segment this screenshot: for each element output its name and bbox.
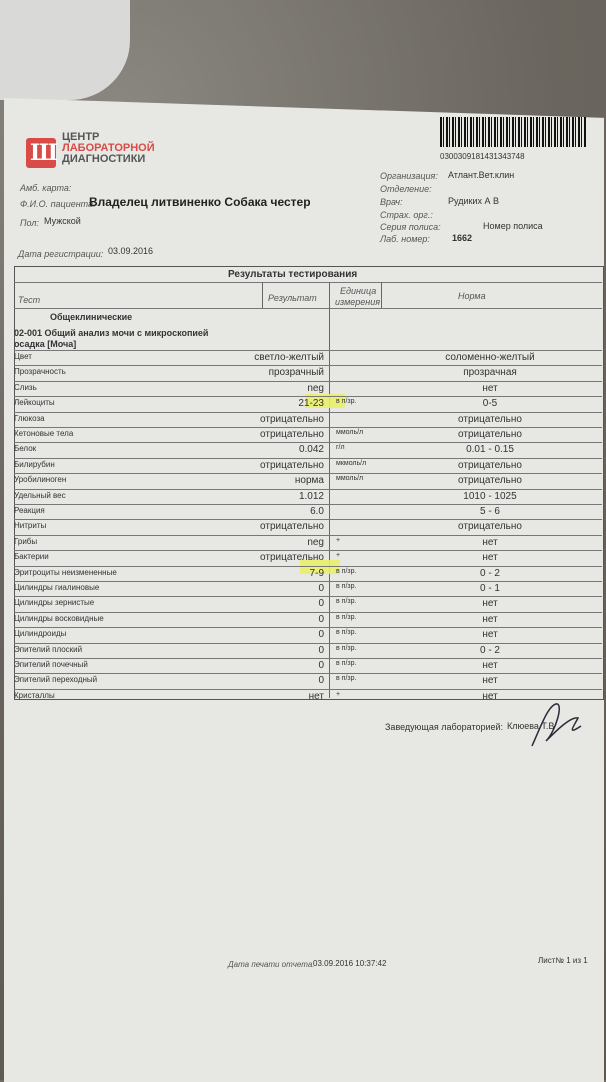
head-name: Клюева Т.В	[507, 721, 555, 731]
row-unit: +	[336, 536, 341, 544]
row-norm: 0 - 2	[479, 567, 500, 579]
row-norm: нет	[482, 613, 498, 625]
row-test-name: Эпителий переходный	[14, 675, 98, 685]
row-test-name: Цилиндры восковидные	[14, 613, 104, 623]
name-label: Ф.И.О. пациента:	[20, 199, 96, 209]
signature-icon	[526, 696, 586, 756]
row-norm: нет	[482, 552, 498, 564]
lab-logo-icon: Ш	[26, 138, 56, 168]
row-unit: ммоль/л	[336, 429, 364, 436]
row-unit: в п/зр.	[336, 583, 357, 590]
logo-line-2: ЛАБОРАТОРНОЙ	[62, 142, 155, 154]
row-result-value: 0	[318, 660, 324, 671]
policy-label: Номер полиса	[483, 221, 543, 231]
row-unit: ммоль/л	[336, 475, 364, 483]
row-unit: +	[336, 690, 341, 698]
logo-line-1: ЦЕНТР	[62, 131, 100, 143]
row-result-value: 0	[318, 613, 324, 625]
row-unit: мкмоль/л	[336, 459, 367, 467]
row-test-name: Слизь	[14, 382, 37, 392]
row-unit: +	[336, 552, 341, 560]
group-title-2: осадка [Моча]	[14, 339, 77, 349]
row-result-value: 0	[318, 598, 324, 610]
series-label: Серия полиса:	[380, 222, 441, 232]
org-value: Атлант.Вет.клин	[448, 170, 515, 180]
print-date-label: Дата печати отчета:	[228, 960, 315, 969]
col-divider-3	[381, 282, 382, 308]
row-test-name: Глюкоза	[14, 413, 45, 423]
sex-value: Мужской	[44, 216, 81, 226]
row-unit: в п/зр.	[336, 398, 357, 406]
lab-number-value: 1662	[452, 233, 473, 243]
row-norm: нет	[482, 536, 498, 548]
reg-label: Дата регистрации:	[18, 249, 104, 259]
row-unit: в п/зр.	[336, 613, 357, 621]
row-test-name: Нитриты	[14, 521, 47, 531]
reg-value: 03.09.2016	[108, 246, 154, 256]
row-result-value: отрицательно	[260, 459, 324, 471]
col-norm-header: Норма	[458, 291, 486, 301]
row-unit: в п/зр.	[336, 660, 357, 667]
row-norm: 0 - 1	[479, 583, 500, 594]
insurance-label: Страх. орг.:	[380, 210, 433, 220]
row-result-value: норма	[294, 475, 324, 487]
doctor-value: Рудиких А В	[448, 196, 499, 206]
row-norm: нет	[482, 382, 498, 394]
row-test-name: Цилиндроиды	[14, 629, 67, 639]
row-result-value: прозрачный	[268, 367, 324, 379]
table-title: Результаты тестирования	[228, 269, 358, 280]
row-result-value: 0	[318, 644, 324, 656]
section-title: Общеклинические	[50, 312, 133, 322]
row-result-value: светло-желтый	[254, 352, 324, 363]
row-test-name: Билирубин	[14, 459, 55, 469]
col-test-header: Тест	[18, 295, 41, 305]
row-norm: нет	[482, 690, 498, 702]
row-test-name: Эпителий почечный	[14, 660, 88, 669]
row-unit: в п/зр.	[336, 567, 357, 575]
print-date-value: 03.09.2016 10:37:42	[313, 959, 387, 968]
barcode-number: 0300309181431343748	[440, 152, 525, 161]
row-norm: 5 - 6	[479, 506, 500, 517]
row-result-value: отрицательно	[260, 413, 324, 425]
row-result-value: отрицательно	[260, 552, 324, 564]
row-unit: в п/зр.	[336, 598, 357, 606]
row-norm: отрицательно	[458, 429, 522, 440]
row-norm: 0.01 - 0.15	[466, 444, 514, 456]
patient-name: Владелец литвиненко Собака честер	[89, 195, 311, 209]
row-result-value: 0	[318, 629, 324, 641]
lab-number-label: Лаб. номер:	[380, 234, 430, 244]
row-test-name: Цилиндры зернистые	[14, 598, 95, 608]
row-unit: в п/зр.	[336, 675, 357, 683]
row-norm: 0-5	[482, 398, 498, 410]
row-test-name: Прозрачность	[14, 367, 66, 377]
row-result-value: 21-23	[298, 398, 324, 410]
logo-line-3: ДИАГНОСТИКИ	[62, 153, 146, 165]
row-test-name: Реакция	[14, 506, 45, 515]
row-result-value: 6.0	[310, 506, 324, 517]
group-title-1: 02-001 Общий анализ мочи с микроскопией	[14, 328, 209, 338]
card-label: Амб. карта:	[20, 183, 72, 193]
org-label: Организация:	[380, 171, 438, 181]
dept-label: Отделение:	[380, 184, 432, 194]
row-test-name: Эпителий плоский	[14, 644, 83, 654]
row-norm: нет	[482, 675, 498, 687]
row-test-name: Кристаллы	[14, 690, 55, 700]
row-test-name: Лейкоциты	[14, 398, 55, 408]
row-norm: 0 - 2	[479, 644, 500, 656]
row-norm: отрицательно	[458, 475, 522, 487]
col-unit-header-1: Единица	[340, 286, 377, 296]
row-result-value: 0.042	[298, 444, 324, 456]
col-unit-header-2: измерения	[335, 297, 381, 307]
row-norm: нет	[482, 660, 498, 671]
col-result-header: Результат	[268, 293, 317, 303]
row-test-name: Белок	[14, 444, 37, 454]
row-test-name: Удельный вес	[14, 490, 66, 500]
row-norm: отрицательно	[458, 413, 522, 425]
row-result-value: 0	[318, 675, 324, 687]
row-test-name: Кетоновые тела	[14, 429, 74, 438]
row-norm: нет	[482, 629, 498, 641]
row-test-name: Цилиндры гиалиновые	[14, 583, 100, 592]
row-unit: в п/зр.	[336, 629, 357, 637]
row-result-value: 1.012	[298, 490, 324, 502]
row-result-value: нет	[308, 690, 324, 702]
row-result-value: neg	[307, 382, 324, 394]
row-norm: нет	[482, 598, 498, 610]
row-test-name: Цвет	[14, 352, 32, 361]
head-label: Заведующая лабораторией:	[385, 722, 504, 732]
barcode-icon	[440, 117, 586, 147]
row-test-name: Бактерии	[14, 552, 49, 562]
sheet-number: Лист№ 1 из 1	[538, 956, 588, 965]
row-result-value: 7-9	[309, 567, 324, 579]
row-result-value: neg	[307, 536, 324, 548]
sex-label: Пол:	[20, 218, 39, 228]
row-norm: соломенно-желтый	[445, 352, 535, 363]
row-test-name: Эритроциты неизмененные	[14, 567, 117, 577]
row-result-value: отрицательно	[260, 521, 324, 533]
row-norm: прозрачная	[463, 367, 517, 379]
row-test-name: Грибы	[14, 536, 38, 546]
row-norm: отрицательно	[458, 521, 522, 533]
col-divider-1	[262, 282, 263, 308]
row-norm: отрицательно	[458, 459, 522, 471]
doctor-label: Врач:	[380, 197, 403, 207]
row-norm: 1010 - 1025	[463, 490, 517, 502]
row-result-value: отрицательно	[260, 429, 324, 440]
row-test-name: Уробилиноген	[14, 475, 67, 485]
row-unit: в п/зр.	[336, 644, 357, 652]
row-result-value: 0	[318, 583, 324, 594]
row-unit: г/л	[336, 444, 345, 452]
